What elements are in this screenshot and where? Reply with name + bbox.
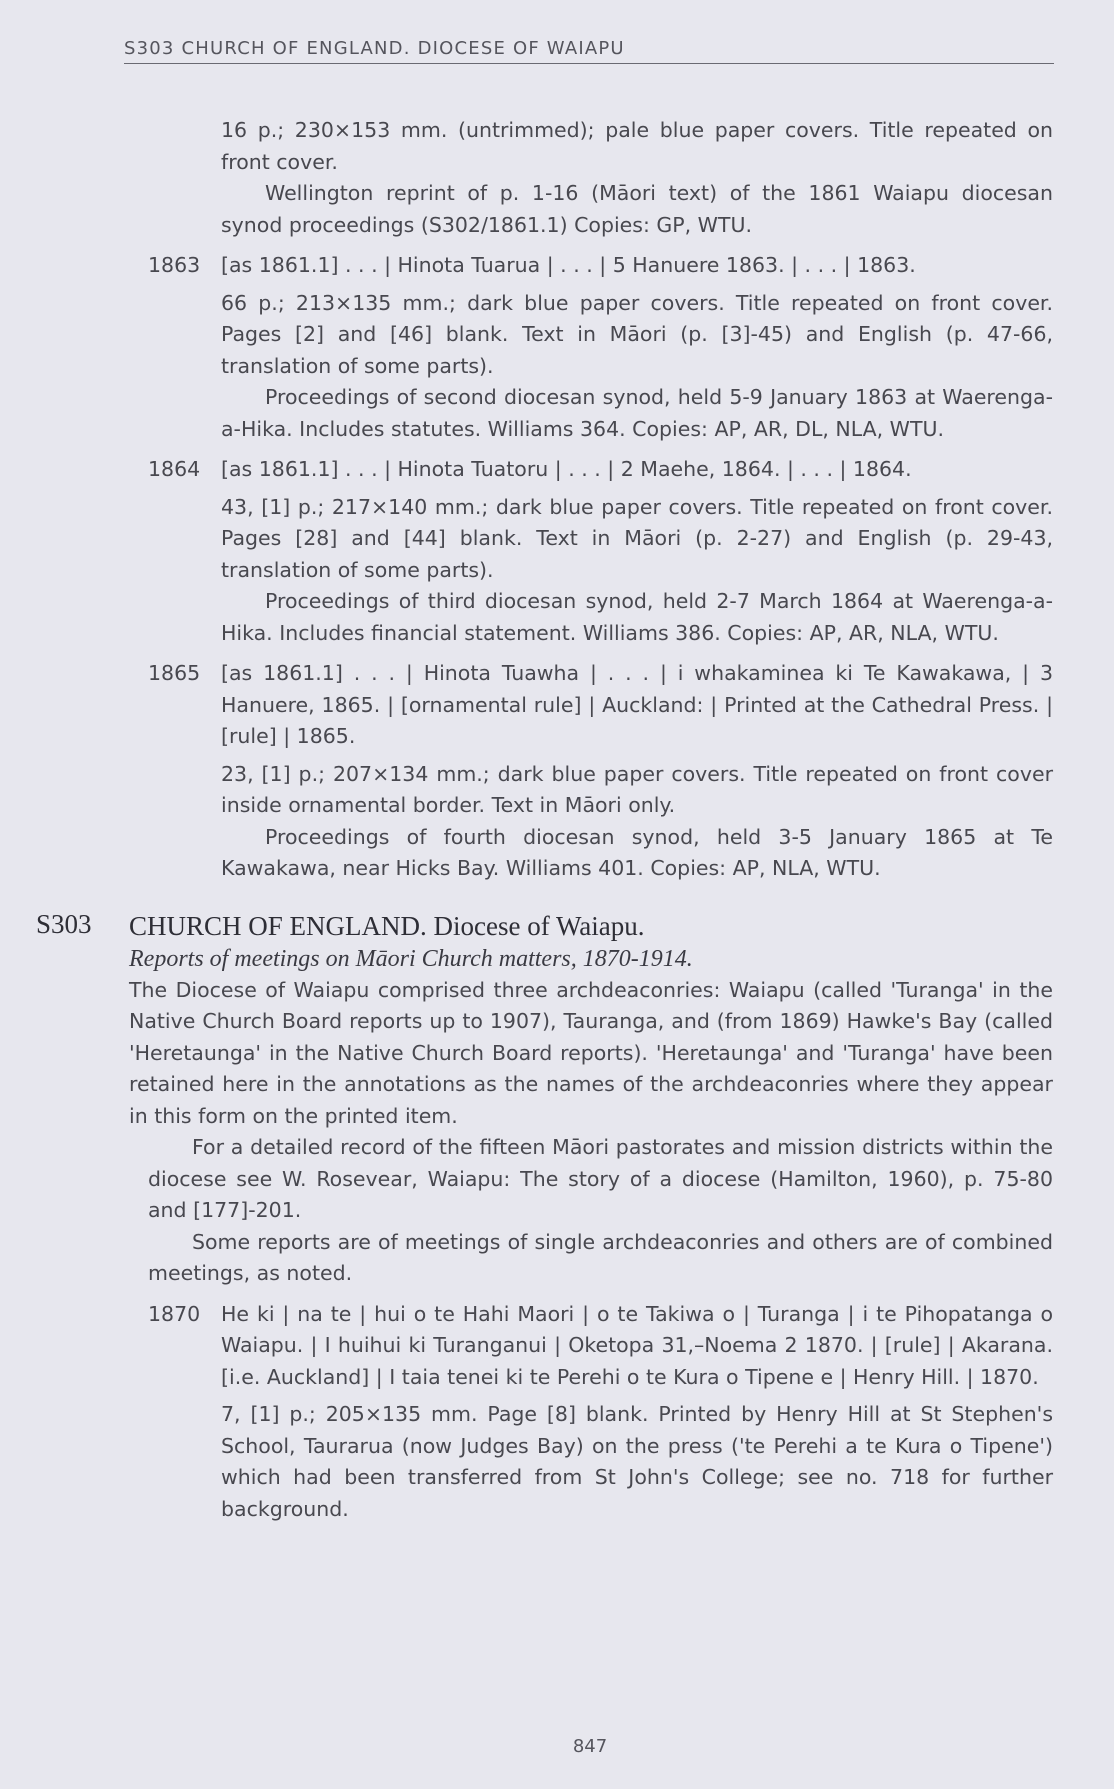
- section-number: S303: [36, 908, 92, 939]
- entry-note: Wellington reprint of p. 1-16 (Māori text) of the 1861 Waiapu diocesan synod proceedings (S302/1861.1) Copies: GP, WTU.: [221, 181, 1053, 237]
- section-subheading: Reports of meetings on Māori Church matters, 1870-1914.: [129, 945, 693, 972]
- page-content: [0, 115, 1114, 1525]
- section-paragraph: Some reports are of meetings of single archdeaconries and others are of combined meetings, as noted.: [148, 1229, 1053, 1285]
- entry-year: 1864: [148, 457, 201, 481]
- entry-description: 23, [1] p.; 207×134 mm.; dark blue paper covers. Title repeated on front cover inside ornamental border. Text in Māori only.: [221, 761, 1053, 817]
- entry-description: 16 p.; 230×153 mm. (untrimmed); pale blue paper covers. Title repeated on front cover.: [221, 118, 1053, 174]
- entry-title: [as 1861.1] . . . | Hinota Tuatoru | . . . | 2 Maehe, 1864. | . . . | 1864.: [221, 457, 912, 481]
- page-number: 847: [572, 1736, 608, 1757]
- continued-entry: [221, 115, 1053, 241]
- entry-description: 66 p.; 213×135 mm.; dark blue paper covers. Title repeated on front cover. Pages [2] and [46] blank. Text in Māori (p. [3]-45) and English (p. 47-66, translation of some parts).: [221, 290, 1053, 378]
- running-head: S303 CHURCH OF ENGLAND. DIOCESE OF WAIAPU: [124, 38, 1054, 64]
- entry-1865: [148, 658, 1053, 885]
- entry-title: [as 1861.1] . . . | Hinota Tuawha | . . . | i whakaminea ki Te Kawakawa, | 3 Hanuere, 1865. | [ornamental rule] | Auckland: | Printed at the Cathedral Press. | [rule] | 1865.: [221, 661, 1053, 748]
- entry-title: He ki | na te | hui o te Hahi Maori | o te Takiwa o | Turanga | i te Pihopatanga o Waiapu. | I huihui ki Turanganui | Oketopa 31,–Noema 2 1870. | [rule] | Akarana. [i.e. Auckland] | I taia tenei ki te Perehi o te Kura o Tipene e | Henry Hill. | 1870.: [221, 1301, 1053, 1389]
- entry-1863: [148, 250, 1053, 445]
- section-s303: [0, 909, 1114, 1526]
- entry-description: 43, [1] p.; 217×140 mm.; dark blue paper covers. Title repeated on front cover. Pages [28] and [44] blank. Text in Māori (p. 2-27) and English (p. 29-43, translation of some parts).: [221, 494, 1053, 582]
- entry-year: 1863: [148, 253, 201, 277]
- section-intro: The Diocese of Waiapu comprised three archdeaconries: Waiapu (called 'Turanga' in the Native Church Board reports up to 1907), Tauranga, and (from 1869) Hawke's Bay (called 'Heretaunga' in the Native Church Board reports). 'Heretaunga' and 'Turanga' have been retained here in the annotations as the names of the archdeaconries where they appear in this form on the printed item.: [129, 977, 1053, 1128]
- entry-title: [as 1861.1] . . . | Hinota Tuarua | . . . | 5 Hanuere 1863. | . . . | 1863.: [221, 253, 916, 277]
- entry-1864: [148, 454, 1053, 649]
- entry-description: 7, [1] p.; 205×135 mm. Page [8] blank. Printed by Henry Hill at St Stephen's School, Taurarua (now Judges Bay) on the press ('te Perehi a te Kura o Tipene') which had been transferred from St John's College; see no. 718 for further background.: [221, 1402, 1053, 1521]
- entry-1870: [148, 1299, 1053, 1526]
- entry-note: Proceedings of second diocesan synod, held 5-9 January 1863 at Waerenga-a-Hika. Includes statutes. Williams 364. Copies: AP, AR, DL, NLA, WTU.: [221, 385, 1053, 441]
- entry-note: Proceedings of fourth diocesan synod, held 3-5 January 1865 at Te Kawakawa, near Hicks Bay. Williams 401. Copies: AP, NLA, WTU.: [221, 824, 1053, 880]
- section-paragraph: For a detailed record of the fifteen Māori pastorates and mission districts within the diocese see W. Rosevear, Waiapu: The story of a diocese (Hamilton, 1960), p. 75-80 and [177]-201.: [148, 1135, 1053, 1222]
- section-heading: CHURCH OF ENGLAND. Diocese of Waiapu.: [129, 910, 645, 941]
- entry-note: Proceedings of third diocesan synod, held 2-7 March 1864 at Waerenga-a-Hika. Includes financial statement. Williams 386. Copies: AP, AR, NLA, WTU.: [221, 589, 1053, 645]
- entry-year: 1865: [148, 661, 201, 685]
- entry-year: 1870: [148, 1301, 201, 1326]
